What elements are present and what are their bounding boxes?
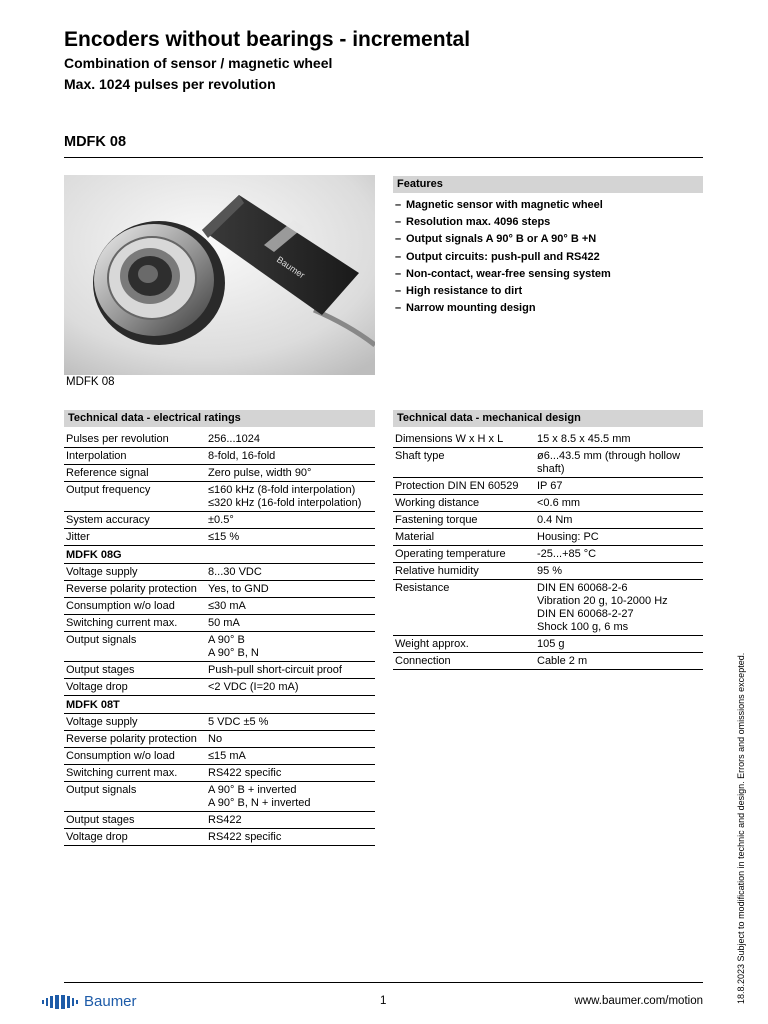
row-label: Switching current max. [66,767,178,779]
side-disclaimer: 18.8.2023 Subject to modiﬁcation in technic and design. Errors and omissions excepted. [736,652,746,1004]
logo-text: Baumer [84,993,137,1010]
row-value: ≤15 mA [208,750,246,762]
row-value: Yes, to GND [208,583,269,595]
table-row [64,782,375,812]
row-value: 8-fold, 16-fold [208,450,276,462]
row-value: RS422 specific [208,831,282,843]
bullet-dash: – [395,233,402,246]
table-row [64,748,375,765]
row-value: 50 mA [208,617,240,629]
table-row [64,812,375,829]
row-label: Voltage drop [66,681,128,693]
bullet-dash: – [395,216,402,229]
row-label: Output stages [66,664,135,676]
table-row [393,636,703,653]
row-label: Switching current max. [66,617,178,629]
table-row [393,546,703,563]
table-row [64,632,375,662]
row-value: ≤30 mA [208,600,246,612]
model-heading: MDFK 08 [64,134,127,150]
mechanical-heading: Technical data - mechanical design [393,410,703,427]
row-value: 8...30 VDC [208,566,262,578]
table-row [393,653,703,670]
bullet-dash: – [395,250,402,263]
feature-item [395,231,703,248]
table-row [64,829,375,846]
table-row [64,448,375,465]
bullet-dash: – [395,267,402,280]
row-value: ø6...43.5 mm (through hollow shaft) [537,450,681,475]
row-label: Reverse polarity protection [66,583,197,595]
row-value: 5 VDC ±5 % [208,716,269,728]
row-label: Reference signal [66,467,149,479]
row-label: Output frequency [66,484,151,496]
table-row [393,495,703,512]
bullet-dash: – [395,284,402,297]
feature-text: Magnetic sensor with magnetic wheel [406,199,603,211]
row-value: Push-pull short-circuit proof [208,664,342,676]
row-label: Protection DIN EN 60529 [395,480,519,492]
page-title: Encoders without bearings - incremental [64,28,471,51]
baumer-logo [42,993,137,1010]
baumer-logo-icon [42,995,80,1009]
row-value: ±0.5° [208,514,234,526]
row-value: DIN EN 60068-2-6 Vibration 20 g, 10-2000 Hz DIN EN 60068-2-27 Shock 100 g, 6 ms [537,582,668,633]
website-link[interactable]: www.baumer.com/motion [574,995,703,1007]
row-value: 105 g [537,638,565,650]
group-label-08g: MDFK 08G [64,546,375,564]
table-row [64,598,375,615]
row-label: Consumption w/o load [66,600,175,612]
group-label-08t: MDFK 08T [64,696,375,714]
table-row [393,448,703,478]
row-value: A 90° B + inverted A 90° B, N + inverted [208,784,311,809]
row-value: 0.4 Nm [537,514,573,526]
row-label: Material [395,531,435,543]
features-list [395,197,703,317]
row-label: Pulses per revolution [66,433,169,445]
table-row [393,563,703,580]
row-value: <2 VDC (I=20 mA) [208,681,299,693]
mechanical-table [393,410,703,670]
table-row [64,431,375,448]
row-label: Relative humidity [395,565,479,577]
feature-text: Output circuits: push-pull and RS422 [406,250,600,263]
feature-text: Narrow mounting design [406,302,536,315]
row-label: Voltage supply [66,716,138,728]
row-value: RS422 specific [208,767,282,779]
feature-item [395,197,703,214]
table-row [393,431,703,448]
table-row [64,529,375,546]
row-value: IP 67 [537,480,563,492]
photo-caption: MDFK 08 [66,376,115,388]
feature-item [395,283,703,300]
electrical-table [64,410,375,846]
feature-item [395,214,703,231]
row-value: A 90° B A 90° B, N [208,634,259,659]
table-row [64,615,375,632]
product-photo [64,175,375,375]
footer-divider [64,982,703,983]
electrical-heading: Technical data - electrical ratings [64,410,375,427]
row-value: -25...+85 °C [537,548,597,560]
feature-text: Non-contact, wear-free sensing system [406,267,611,280]
table-row [64,482,375,512]
row-label: Shaft type [395,450,445,462]
subtitle-pulses: Max. 1024 pulses per revolution [64,76,276,92]
row-label: Fastening torque [395,514,478,526]
feature-text: Resolution max. 4096 steps [406,216,551,229]
row-label: Reverse polarity protection [66,733,197,745]
row-label: Consumption w/o load [66,750,175,762]
bullet-dash: – [395,199,402,211]
feature-text: High resistance to dirt [406,284,523,297]
feature-item [395,300,703,317]
row-value: Housing: PC [537,531,599,543]
row-label: Voltage drop [66,831,128,843]
row-label: Connection [395,655,451,667]
row-label: Resistance [395,582,450,594]
table-row [64,512,375,529]
table-row [64,679,375,696]
row-value: <0.6 mm [537,497,581,509]
sensor-brand-label: Baumer [274,254,307,281]
table-row [64,581,375,598]
table-row [64,731,375,748]
row-label: Jitter [66,531,90,543]
row-value: 15 x 8.5 x 45.5 mm [537,433,631,445]
row-label: Working distance [395,497,480,509]
page-number: 1 [380,995,387,1007]
row-label: Output signals [66,784,137,796]
subtitle-combination: Combination of sensor / magnetic wheel [64,55,333,71]
row-value: No [208,733,223,745]
row-label: Interpolation [66,450,127,462]
table-row [64,465,375,482]
row-value: ≤15 % [208,531,240,543]
table-row [393,529,703,546]
feature-item [395,249,703,266]
row-label: System accuracy [66,514,150,526]
row-label: Weight approx. [395,638,469,650]
bullet-dash: – [395,302,402,315]
row-label: Voltage supply [66,566,138,578]
row-label: Operating temperature [395,548,506,560]
feature-text: Output signals A 90° B or A 90° B +N [406,233,597,246]
features-heading: Features [393,176,703,193]
row-value: 95 % [537,565,563,577]
row-label: Dimensions W x H x L [395,433,504,445]
table-row [64,714,375,731]
table-row [393,478,703,495]
row-value: Cable 2 m [537,655,588,667]
row-value: ≤160 kHz (8-fold interpolation) ≤320 kHz (16-fold interpolation) [208,484,362,509]
row-label: Output stages [66,814,135,826]
row-value: 256...1024 [208,433,260,445]
row-label: Output signals [66,634,137,646]
table-row [64,564,375,581]
table-row [393,512,703,529]
table-row [64,765,375,782]
feature-item [395,266,703,283]
table-row [64,662,375,679]
row-value: RS422 [208,814,242,826]
header-divider [64,157,703,158]
table-row [393,580,703,636]
row-value: Zero pulse, width 90° [208,467,312,479]
